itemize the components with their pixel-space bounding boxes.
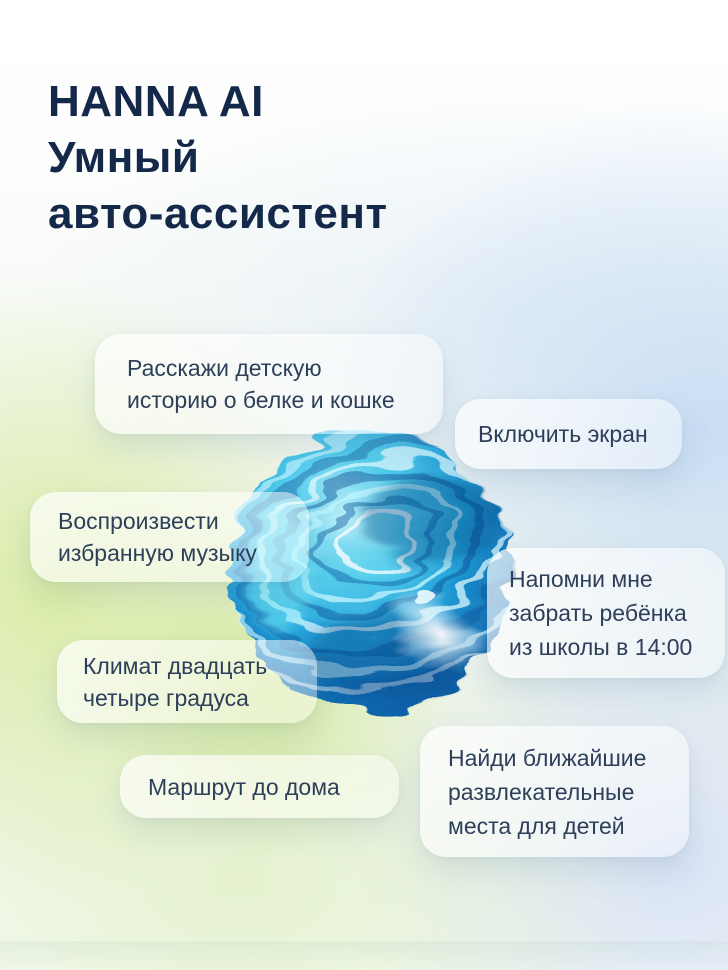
voice-command-bubble-tell-story xyxy=(95,334,443,434)
title-line-smart: Умный xyxy=(48,133,200,182)
bubble-text-line: места для детей xyxy=(448,812,625,839)
bubble-text-line: Воспроизвести xyxy=(58,508,219,534)
bubble-text-line: Климат двадцать xyxy=(83,652,268,679)
bubble-text-line: Маршрут до дома xyxy=(148,773,340,800)
bubble-text-line: развлекательные xyxy=(448,778,635,805)
voice-command-bubble-screen-on xyxy=(455,399,682,469)
voice-command-bubble-route-home xyxy=(120,755,399,818)
bubble-text-line: забрать ребёнка xyxy=(509,600,687,626)
bubble-text-line: избранную музыку xyxy=(58,540,257,566)
bubble-text-line: Найди ближайшие xyxy=(448,744,647,771)
title-line-assistant: авто-ассистент xyxy=(48,189,388,238)
bubble-text-line: историю о белке и кошке xyxy=(127,387,395,413)
page-title xyxy=(48,74,388,242)
voice-command-bubble-kids-places xyxy=(420,726,689,857)
bubble-text-line: Расскажи детскую xyxy=(127,355,322,381)
voice-command-bubble-climate xyxy=(57,640,317,723)
voice-command-bubble-play-music xyxy=(30,492,309,582)
title-line-brand: HANNA AI xyxy=(48,77,264,126)
bubble-text-line: Включить экран xyxy=(478,421,648,447)
bubble-text-line: из школы в 14:00 xyxy=(509,634,693,660)
bottom-gradient-band xyxy=(0,941,728,970)
voice-command-bubble-remind-school xyxy=(487,548,725,678)
bubble-text-line: Напомни мне xyxy=(509,566,653,592)
bubble-text-line: четыре градуса xyxy=(83,684,249,711)
